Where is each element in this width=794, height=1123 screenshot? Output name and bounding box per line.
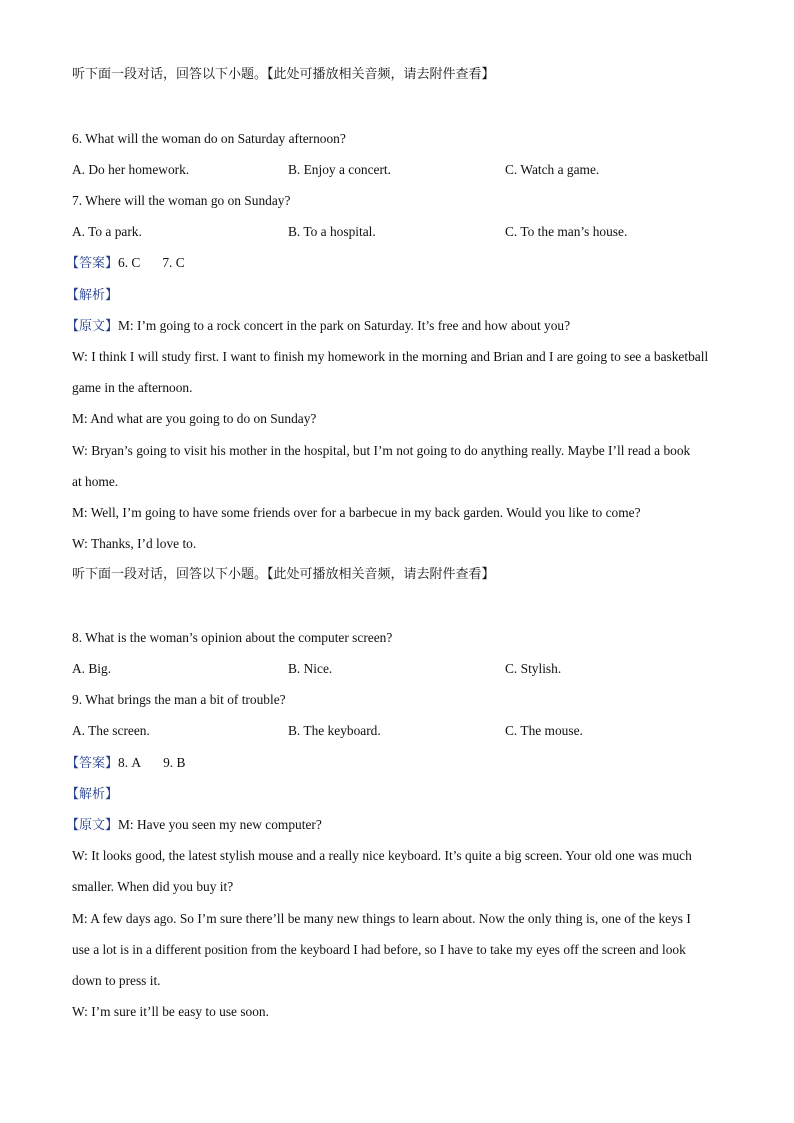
question-7-option-b: B. To a hospital. xyxy=(288,224,376,239)
question-8-option-a: A. Big. xyxy=(72,661,112,676)
transcript-text: M: Well, I’m going to have some friends over for a barbecue in my back garden. Would you like to come? xyxy=(72,505,641,520)
answer-line xyxy=(66,255,185,272)
answer-tag: 【答案】 xyxy=(66,256,119,271)
answer-tag: 【答案】 xyxy=(66,756,119,771)
analysis-line xyxy=(66,287,118,304)
transcript-line xyxy=(66,817,322,834)
section1-instruction: 听下面一段对话，回答以下小题。【此处可播放相关音频，请去附件查看】 xyxy=(72,67,495,82)
transcript-tag: 【原文】 xyxy=(66,319,119,334)
question-6-option-a: A. Do her homework. xyxy=(72,162,190,177)
transcript-text: M: I’m going to a rock concert in the park on Saturday. It’s free and how about you? xyxy=(118,318,571,333)
transcript-text: down to press it. xyxy=(72,973,161,988)
answer-line xyxy=(66,755,185,772)
transcript-text: W: I think I will study first. I want to finish my homework in the morning and Brian and I are going to see a basketball xyxy=(72,349,709,364)
transcript-text: game in the afternoon. xyxy=(72,380,193,395)
question-8-option-c: C. Stylish. xyxy=(505,661,562,676)
transcript-text: M: Have you seen my new computer? xyxy=(118,817,322,832)
question-7-stem: 7. Where will the woman go on Sunday? xyxy=(72,193,291,208)
answer-6: 6. C xyxy=(118,255,141,270)
question-9-stem: 9. What brings the man a bit of trouble? xyxy=(72,692,286,707)
question-8-stem: 8. What is the woman’s opinion about the computer screen? xyxy=(72,630,393,645)
question-9-option-b: B. The keyboard. xyxy=(288,723,381,738)
question-7-option-c: C. To the man’s house. xyxy=(505,224,628,239)
section2-instruction: 听下面一段对话，回答以下小题。【此处可播放相关音频，请去附件查看】 xyxy=(72,567,495,582)
question-6-option-c: C. Watch a game. xyxy=(505,162,600,177)
transcript-text: use a lot is in a different position from the keyboard I had before, so I have to take my eyes off the screen and look xyxy=(72,942,686,957)
question-9-option-c: C. The mouse. xyxy=(505,723,583,738)
transcript-text: M: A few days ago. So I’m sure there’ll be many new things to learn about. Now the only thing is, one of the keys I xyxy=(72,911,691,926)
transcript-text: W: Bryan’s going to visit his mother in the hospital, but I’m not going to do anything really. Maybe I’ll read a book xyxy=(72,443,691,458)
question-7-option-a: A. To a park. xyxy=(72,224,142,239)
analysis-tag: 【解析】 xyxy=(66,787,119,802)
question-8-option-b: B. Nice. xyxy=(288,661,333,676)
transcript-text: W: Thanks, I’d love to. xyxy=(72,536,197,551)
transcript-text: W: It looks good, the latest stylish mouse and a really nice keyboard. It’s quite a big screen. Your old one was much xyxy=(72,848,692,863)
transcript-line xyxy=(66,318,570,335)
transcript-text: M: And what are you going to do on Sunday? xyxy=(72,411,317,426)
analysis-line xyxy=(66,786,118,803)
transcript-text: at home. xyxy=(72,474,119,489)
question-6-option-b: B. Enjoy a concert. xyxy=(288,162,391,177)
answer-9: 9. B xyxy=(163,755,186,770)
question-6-stem: 6. What will the woman do on Saturday afternoon? xyxy=(72,131,346,146)
transcript-text: W: I’m sure it’ll be easy to use soon. xyxy=(72,1004,269,1019)
analysis-tag: 【解析】 xyxy=(66,288,119,303)
transcript-tag: 【原文】 xyxy=(66,818,119,833)
question-9-option-a: A. The screen. xyxy=(72,723,150,738)
transcript-text: smaller. When did you buy it? xyxy=(72,879,234,894)
answer-8: 8. A xyxy=(118,755,142,770)
answer-7: 7. C xyxy=(162,255,185,270)
